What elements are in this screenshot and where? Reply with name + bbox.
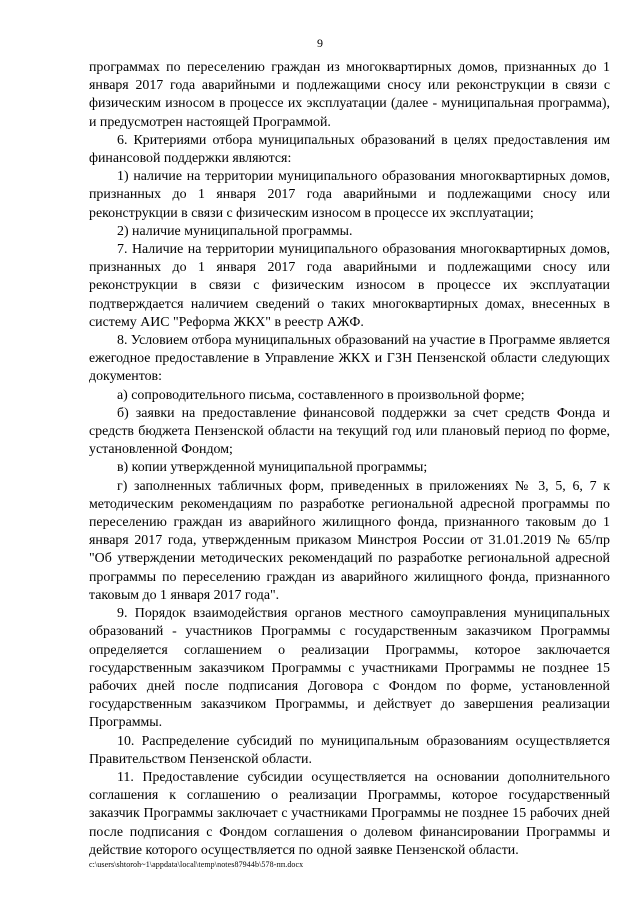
paragraph-10: 10. Распределение субсидий по муниципальным образованиям осуществляется Правительством Пензенской области.	[89, 733, 610, 767]
paragraph-8-item-b: б) заявки на предоставление финансовой поддержки за счет средств Фонда и средств бюджета Пензенской области на текущий год или плановый период по форме, установленной Фондом;	[89, 405, 610, 458]
paragraph-8-item-a: а) сопроводительного письма, составленного в произвольной форме;	[117, 387, 525, 403]
paragraph-8: 8. Условием отбора муниципальных образований на участие в Программе является ежегодное предоставление в Управление ЖКХ и ГЗН Пензенской области следующих документов:	[89, 333, 610, 385]
paragraph-criterion-2: 2) наличие муниципальной программы.	[117, 223, 353, 239]
page-number: 9	[317, 36, 323, 50]
document-body	[89, 59, 610, 860]
paragraph-6-criteria: 6. Критериями отбора муниципальных образований в целях предоставления им финансовой поддержки являются:	[89, 132, 610, 167]
paragraph-9: 9. Порядок взаимодействия органов местного самоуправления муниципальных образований - участников Программы с государственным заказчиком Программы определяется соглашением о реализации Программы, которое заключается государственным заказчиком Программы с участниками Программы не позднее 15 рабочих дней после подписания Договора с Фондом по форме, установленной государственным заказчиком Программы, и действует до завершения реализации Программы.	[89, 606, 610, 731]
paragraph-program-continuation: программах по переселению граждан из многоквартирных домов, признанных до 1 января 2017 года аварийными и подлежащими сносу или реконструкции в связи с физическим износом в процессе их эксплуатации (далее - муниципальная программа), и предусмотрен настоящей Программой.	[89, 60, 610, 130]
footer-file-path: c:\users\shtoroh~1\appdata\local\temp\notes87944b\578-пп.docx	[89, 860, 304, 869]
paragraph-7: 7. Наличие на территории муниципального образования многоквартирных домов, признанных до 1 января 2017 года аварийными и подлежащими сносу или реконструкции в связи с физическим износом в процессе их эксплуатации подтверждается наличием сведений о таких многоквартирных домах, внесенных в систему АИС "Реформа ЖКХ" в реестр АЖФ.	[89, 242, 610, 330]
paragraph-11: 11. Предоставление субсидии осуществляется на основании дополнительного соглашения к соглашению о реализации Программы, которое государственный заказчик Программы заключает с участниками Программы не позднее 15 рабочих дней после подписания с Фондом соглашения о долевом финансировании Программы и действие которого осуществляется по одной заявке Пензенской области.	[89, 769, 610, 858]
paragraph-8-item-g: г) заполненных табличных форм, приведенных в приложениях № 3, 5, 6, 7 к методическим рекомендациям по разработке региональной адресной программы по переселению граждан из аварийного жилищного фонда, признанного таковым до 1 января 2017 года, утвержденным приказом Минстроя России от 31.01.2019 № 65/пр "Об утверждении методических рекомендаций по разработке региональной адресной программы по переселению граждан из аварийного жилищного фонда, признанного таковым до 1 января 2017 года".	[89, 478, 610, 603]
paragraph-criterion-1: 1) наличие на территории муниципального образования многоквартирных домов, признанных до 1 января 2017 года аварийными и подлежащими сносу или реконструкции в связи с физическим износом в процессе их эксплуатации;	[89, 169, 610, 221]
paragraph-8-item-v: в) копии утвержденной муниципальной программы;	[117, 460, 428, 476]
